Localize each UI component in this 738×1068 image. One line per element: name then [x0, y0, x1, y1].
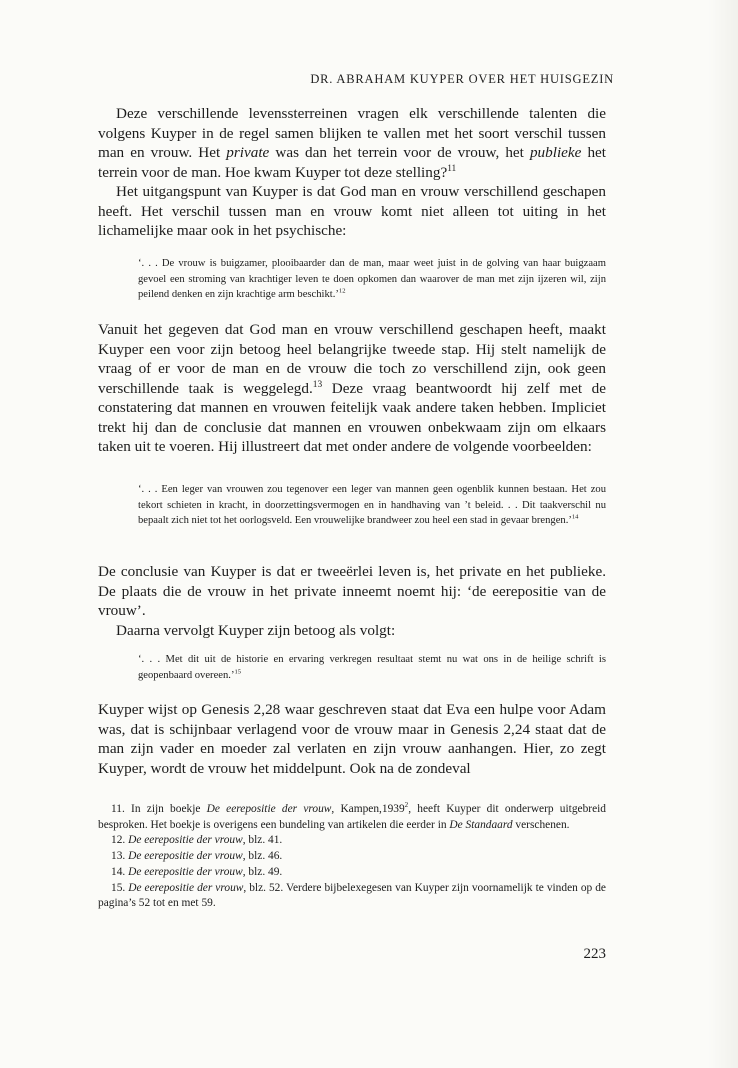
block-quote-2: ‘. . . Een leger van vrouwen zou tegenover een leger van mannen geen ogenblik kunnen bestaan. Het zou tekort schieten in kracht, in doorzettingsvermogen en in handhaving van ’t beleid. . . Dit taakverschil nu bepaalt zich niet tot het oorlogsveld. Een vrouwelijke brandweer zou heel een stad in gevaar brengen.’$^{14}$: [138, 484, 606, 526]
paragraph-4: De conclusie van Kuyper is dat er tweeërlei leven is, het private en het publieke. De plaats die de vrouw in het private inneemt noemt hij: ‘de eerepositie van de vrouw’. Daarna vervolgt Kuyper zijn betoog als volgt:: [98, 563, 606, 639]
paragraph-1: Deze verschillende levenssterreinen vragen elk verschillende talenten die volgens Kuyper in de regel samen blijken te vallen met het soort verschil tussen man en vrouw. Het private was dan het terrein voor de vrouw, het publieke het terrein voor de man. Hoe kwam Kuyper tot deze stelling?$^{11}$ Het uitgangspunt van Kuyper is dat God man en vrouw verschillend geschapen heeft. Het verschil tussen man en vrouw komt niet alleen tot uiting in het lichamelijke maar ook in het psychische:: [98, 105, 607, 239]
emphasis-private: private: [226, 144, 270, 161]
footnotes: [98, 802, 606, 912]
footnote-ref: 14: [571, 513, 579, 521]
paragraph-6: Kuyper wijst op Genesis 2,28 waar geschreven staat dat Eva een hulpe voor Adam was, dat is schijnbaar verlagend voor de vrouw maar in Genesis 2,24 staat dat de man zijn vader en moeder zal verlaten en zijn vrouw aanhangen. Hier, zo zegt Kuyper, wordt de vrouw het middelpunt. Ook na de zondeval: [98, 701, 606, 777]
footnote-ref: 12: [338, 287, 346, 295]
block-quote-1: ‘. . . De vrouw is buigzamer, plooibaarder dan de man, maar weet juist in de golving van haar buigzaam gevoel een stroming van krachtiger leven te doen opkomen dan waarover de man met zijn ijzeren wil, zijn peilend denken en zijn krachtige arm beschikt.’$^{12}$: [138, 258, 606, 300]
paragraph-3: Vanuit het gegeven dat God man en vrouw verschillend geschapen heeft, maakt Kuyper een voor zijn betoog heel belangrijke tweede stap. Hij stelt namelijk de vraag of er voor de man en de vrouw die toch zo verschillend zijn, ook geen verschillende taak is weggelegd.$^{13}$ Deze vraag beantwoordt hij zelf met de constatering dat mannen en vrouwen feitelijk vaak andere taken hebben. Impliciet trekt hij dan de conclusie dat mannen en vrouwen onbekwaam zijn om elkaars taken uit te voeren. Hij illustreert dat met onder andere de volgende voorbeelden:: [98, 321, 607, 455]
page-edge: [708, 0, 738, 1068]
footnote-12: 12. De eerepositie der vrouw, blz. 41.: [111, 834, 283, 847]
page-number: 223: [583, 946, 606, 962]
paragraph-5: Daarna vervolgt Kuyper zijn betoog als volgt:: [116, 621, 396, 639]
footnote-13: 13. De eerepositie der vrouw, blz. 46.: [111, 850, 283, 863]
footnote-15: 15. De eerepositie der vrouw, blz. 52. Verdere bijbelexegesen van Kuyper zijn voornamelijk te vinden op de pagina’s 52 tot en met 59.: [98, 881, 606, 910]
paragraph-2: Het uitgangspunt van Kuyper is dat God man en vrouw verschillend geschapen heeft. Het verschil tussen man en vrouw komt niet alleen tot uiting in het lichamelijke maar ook in het psychische:: [98, 183, 606, 239]
footnote-ref: 11: [447, 163, 457, 174]
block-quote-3: ‘. . . Met dit uit de historie en ervaring verkregen resultaat stemt nu wat ons in de heilige schrift is geopenbaard overeen.’$^{15}$: [138, 654, 606, 681]
running-header: DR. ABRAHAM KUYPER OVER HET HUISGEZIN: [310, 72, 614, 86]
footnote-ref: 15: [234, 667, 242, 675]
emphasis-publieke: publieke: [529, 144, 582, 161]
footnote-ref: 13: [312, 379, 323, 390]
footnote-11: 11. In zijn boekje De eerepositie der vrouw, Kampen,1939$^2$, heeft Kuyper dit onderwerp uitgebreid besproken. Het boekje is overigens een bundeling van artikelen die eerder in De Standaard verschenen.: [98, 801, 606, 831]
footnote-14: 14. De eerepositie der vrouw, blz. 49.: [111, 865, 283, 878]
